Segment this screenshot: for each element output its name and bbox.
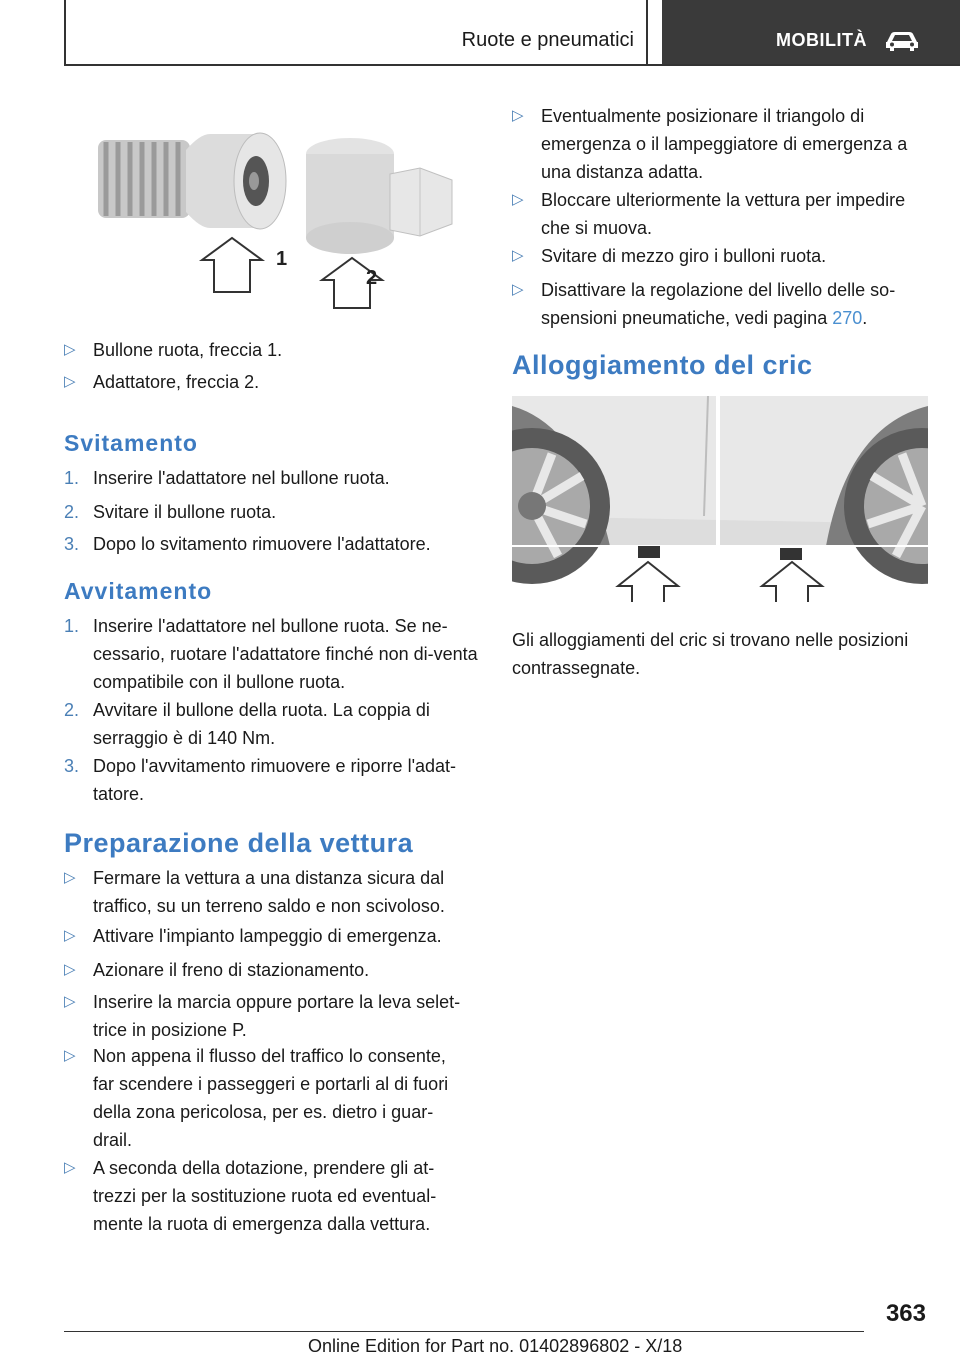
page-number: 363 bbox=[885, 1300, 926, 1327]
list-item: ▷ Bloccare ulteriormente la vettura per impedire che si muova. bbox=[512, 186, 932, 242]
list-item: ▷ Attivare l'impianto lampeggio di emergenza. bbox=[64, 922, 474, 950]
list-item: 2. Svitare il bullone ruota. bbox=[64, 502, 277, 522]
bullet-marker-icon: ▷ bbox=[64, 961, 76, 978]
list-item: ▷ Svitare di mezzo giro i bulloni ruota. bbox=[512, 242, 932, 270]
list-item: 3. Dopo l'avvitamento rimuovere e riporre l'adat-tatore. bbox=[64, 756, 457, 804]
list-item: ▷ Azionare il freno di stazionamento. bbox=[64, 956, 474, 984]
bullet-marker-icon: ▷ bbox=[64, 1047, 76, 1064]
jack-points-figure bbox=[512, 396, 928, 602]
list-item: ▷ Fermare la vettura a una distanza sicura dal traffico, su un terreno saldo e non scivoloso. bbox=[64, 864, 474, 920]
list-item: ▷ Inserire la marcia oppure portare la leva selet-trice in posizione P. bbox=[64, 988, 480, 1044]
heading-preparazione: Preparazione della vettura bbox=[64, 828, 414, 858]
header-section-box bbox=[64, 0, 648, 64]
bullet-marker-icon: ▷ bbox=[64, 1159, 76, 1176]
bullet-marker-icon: ▷ bbox=[512, 247, 524, 264]
bullet-marker-icon: ▷ bbox=[64, 869, 76, 886]
list-item: ▷ Non appena il flusso del traffico lo consente, far scendere i passeggeri e portarli al di fuori della zona pericolosa, per es. dietro i guar-drail. bbox=[64, 1042, 468, 1154]
footer-edition: Online Edition for Part no. 01402896802 - X/18 bbox=[308, 1336, 683, 1356]
list-item: ▷ A seconda della dotazione, prendere gli at-trezzi per la sostituzione ruota ed eventual-mente la ruota di emergenza dalla vettura. bbox=[64, 1154, 464, 1238]
figure-label-2: 2 bbox=[366, 267, 378, 289]
heading-alloggiamento-cric: Alloggiamento del cric bbox=[512, 350, 813, 380]
bullet-marker-icon: ▷ bbox=[64, 927, 76, 944]
header-chapter-tab[interactable] bbox=[662, 0, 960, 66]
list-item: 1. Inserire l'adattatore nel bullone ruota. Se ne-cessario, ruotare l'adattatore finché non di-venta compatibile con il bullone ruota. bbox=[64, 616, 478, 692]
list-item: ▷ Eventualmente posizionare il triangolo di emergenza o il lampeggiatore di emergenza a una distanza adatta. bbox=[512, 102, 928, 186]
bullet-marker-icon: ▷ bbox=[64, 993, 76, 1010]
heading-avvitamento: Avvitamento bbox=[64, 578, 213, 604]
list-item: 3. Dopo lo svitamento rimuovere l'adattatore. bbox=[64, 534, 431, 554]
figure-label-1: 1 bbox=[276, 248, 288, 270]
list-item: ▷ Bullone ruota, freccia 1. bbox=[64, 336, 484, 364]
list-item: 1. Inserire l'adattatore nel bullone ruota. bbox=[64, 468, 390, 488]
heading-svitamento: Svitamento bbox=[64, 430, 198, 456]
bullet-marker-icon: ▷ bbox=[512, 107, 524, 124]
footer-rule bbox=[64, 1331, 864, 1332]
header-section-title: Ruote e pneumatici bbox=[461, 29, 634, 51]
cric-caption: Gli alloggiamenti del cric si trovano nelle posizioni contrassegnate. bbox=[512, 630, 909, 678]
bullet-marker-icon: ▷ bbox=[512, 191, 524, 208]
list-item: ▷ Adattatore, freccia 2. bbox=[64, 368, 484, 396]
bullet-marker-icon: ▷ bbox=[512, 281, 524, 298]
list-item: 2. Avvitare il bullone della ruota. La coppia di serraggio è di 140 Nm. bbox=[64, 700, 430, 748]
bullet-marker-icon: ▷ bbox=[64, 373, 76, 390]
bullet-marker-icon: ▷ bbox=[64, 341, 76, 358]
header-rule bbox=[64, 64, 960, 66]
header-chapter-label: MOBILITÀ bbox=[776, 30, 867, 50]
page-link[interactable]: 270 bbox=[832, 308, 863, 328]
list-item: ▷ Disattivare la regolazione del livello delle so-spensioni pneumatiche, vedi pagina 270. bbox=[512, 276, 928, 332]
wheel-bolt-figure bbox=[90, 120, 470, 310]
car-icon bbox=[884, 30, 920, 52]
